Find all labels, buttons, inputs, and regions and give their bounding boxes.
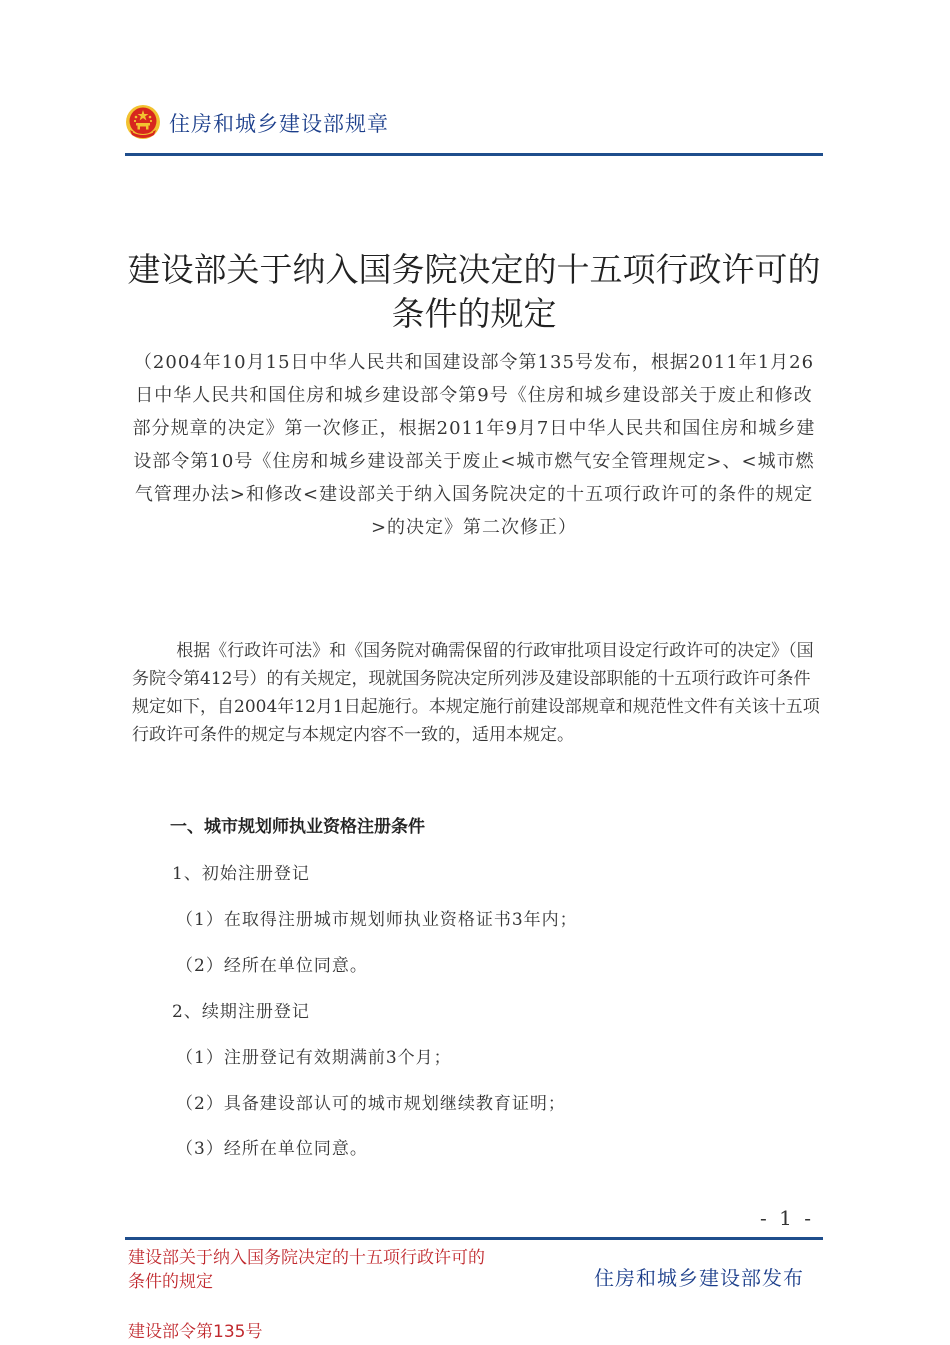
list-item: （3）经所在单位同意。 [176, 1139, 368, 1159]
list-item: 2、续期注册登记 [172, 1002, 310, 1022]
intro-paragraph: 根据《行政许可法》和《国务院对确需保留的行政审批项目设定行政许可的决定》（国务院令第412号）的有关规定，现就国务院决定所列涉及建设部职能的十五项行政许可条件规定如下，自2004年12月1日起施行。本规定施行前建设部规章和规范性文件有关该十五项行政许可条件的规定与本规定内容不一致的，适用本规定。 [132, 641, 820, 745]
header-divider [125, 153, 823, 156]
footer-document-title: 建设部关于纳入国务院决定的十五项行政许可的条件的规定 [128, 1248, 485, 1292]
page-header [125, 100, 823, 158]
list-item: （1）注册登记有效期满前3个月； [176, 1048, 452, 1068]
list-item: （1）在取得注册城市规划师执业资格证书3年内； [176, 910, 578, 930]
list-item: 1、初始注册登记 [172, 864, 310, 884]
footer-divider [125, 1237, 823, 1240]
list-item: （2）具备建设部认可的城市规划继续教育证明； [176, 1094, 566, 1114]
document-subtitle: （2004年10月15日中华人民共和国建设部令第135号发布，根据2011年1月26日中华人民共和国住房和城乡建设部令第9号《住房和城乡建设部关于废止和修改部分规章的决定》第一次修正，根据2011年9月7日中华人民共和国住房和城乡建设部令第10号《住房和城乡建设部关于废止<城市燃气安全管理规定>、<城市燃气管理办法>和修改<建设部关于纳入国务院决定的十五项行政许可的条件的规定>的决定》第二次修正） [132, 352, 816, 538]
header-title: 住房和城乡建设部规章 [169, 112, 389, 136]
page-number: - 1 - [760, 1206, 814, 1230]
section-heading: 一、城市规划师执业资格注册条件 [170, 817, 425, 837]
document-title: 建设部关于纳入国务院决定的十五项行政许可的条件的规定 [127, 250, 821, 333]
list-item: （2）经所在单位同意。 [176, 956, 368, 976]
footer-publisher: 住房和城乡建设部发布 [594, 1266, 804, 1290]
footer-order-number: 建设部令第135号 [128, 1322, 263, 1342]
national-emblem-icon [125, 104, 161, 142]
